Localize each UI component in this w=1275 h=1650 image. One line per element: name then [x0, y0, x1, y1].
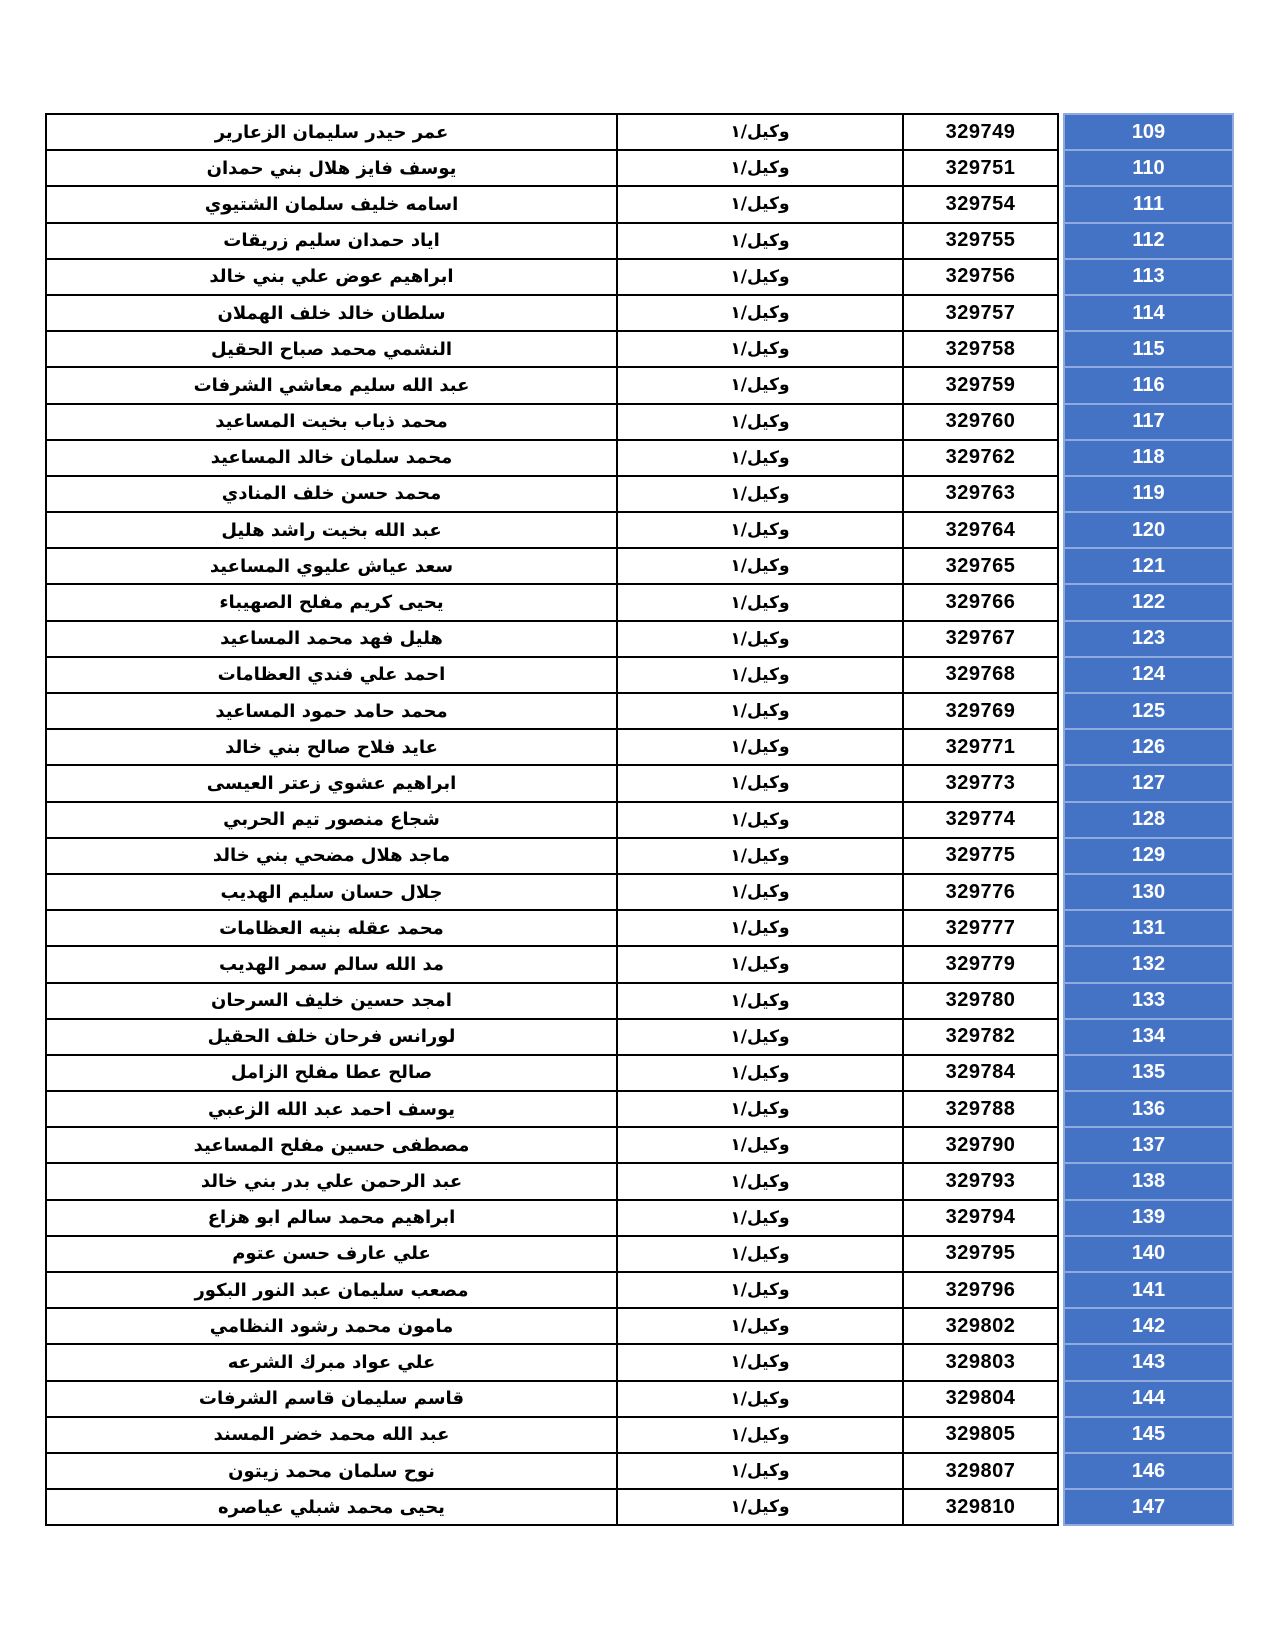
- employee-name-cell: يحيى كريم مفلح الصهيباء: [46, 584, 617, 620]
- employee-number-cell: 329793: [903, 1163, 1058, 1199]
- employee-number-cell: 329771: [903, 729, 1058, 765]
- rank-cell: وكيل/١: [617, 1489, 903, 1525]
- row-index-cell: 137: [1064, 1127, 1233, 1163]
- table-row: [46, 1019, 1233, 1055]
- rank-cell: وكيل/١: [617, 1272, 903, 1308]
- employee-number-cell: 329807: [903, 1453, 1058, 1489]
- row-index-cell: 112: [1064, 223, 1233, 259]
- rank-cell: وكيل/١: [617, 729, 903, 765]
- table-row: [46, 150, 1233, 186]
- rank-cell: وكيل/١: [617, 548, 903, 584]
- employee-name-cell: يحيى محمد شبلي عياصره: [46, 1489, 617, 1525]
- table-row: [46, 621, 1233, 657]
- row-index-cell: 134: [1064, 1019, 1233, 1055]
- table-row: [46, 946, 1233, 982]
- table-row: [46, 584, 1233, 620]
- table-row: [46, 910, 1233, 946]
- employee-number-cell: 329767: [903, 621, 1058, 657]
- row-index-cell: 117: [1064, 404, 1233, 440]
- employee-number-cell: 329802: [903, 1308, 1058, 1344]
- row-index-cell: 111: [1064, 186, 1233, 222]
- employee-name-cell: محمد حامد حمود المساعيد: [46, 693, 617, 729]
- rank-cell: وكيل/١: [617, 1127, 903, 1163]
- rank-cell: وكيل/١: [617, 1091, 903, 1127]
- employee-name-cell: يوسف فايز هلال بني حمدان: [46, 150, 617, 186]
- employee-name-cell: ابراهيم عوض علي بني خالد: [46, 259, 617, 295]
- table-row: [46, 259, 1233, 295]
- employee-number-cell: 329749: [903, 114, 1058, 150]
- table-row: [46, 1091, 1233, 1127]
- rank-cell: وكيل/١: [617, 584, 903, 620]
- table-row: [46, 983, 1233, 1019]
- row-index-cell: 126: [1064, 729, 1233, 765]
- table-row: [46, 440, 1233, 476]
- rank-cell: وكيل/١: [617, 223, 903, 259]
- table-row: [46, 1381, 1233, 1417]
- employee-number-cell: 329765: [903, 548, 1058, 584]
- rank-cell: وكيل/١: [617, 1344, 903, 1380]
- table-row: [46, 223, 1233, 259]
- rank-cell: وكيل/١: [617, 1019, 903, 1055]
- employee-number-cell: 329766: [903, 584, 1058, 620]
- employee-name-cell: عبد الله بخيت راشد هليل: [46, 512, 617, 548]
- employee-name-cell: محمد ذياب بخيت المساعيد: [46, 404, 617, 440]
- employee-number-cell: 329751: [903, 150, 1058, 186]
- row-index-cell: 114: [1064, 295, 1233, 331]
- employee-name-cell: جلال حسان سليم الهديب: [46, 874, 617, 910]
- row-index-cell: 116: [1064, 367, 1233, 403]
- employee-name-cell: محمد عقله بنيه العظامات: [46, 910, 617, 946]
- employee-number-cell: 329790: [903, 1127, 1058, 1163]
- table-row: [46, 1417, 1233, 1453]
- employee-number-cell: 329775: [903, 838, 1058, 874]
- row-index-cell: 125: [1064, 693, 1233, 729]
- row-index-cell: 110: [1064, 150, 1233, 186]
- rank-cell: وكيل/١: [617, 983, 903, 1019]
- employee-name-cell: ماجد هلال مضحي بني خالد: [46, 838, 617, 874]
- employee-number-cell: 329774: [903, 802, 1058, 838]
- employee-name-cell: صالح عطا مفلح الزامل: [46, 1055, 617, 1091]
- employee-name-cell: شجاع منصور تيم الحربي: [46, 802, 617, 838]
- rank-cell: وكيل/١: [617, 331, 903, 367]
- table-row: [46, 1308, 1233, 1344]
- table-row: [46, 729, 1233, 765]
- row-index-cell: 113: [1064, 259, 1233, 295]
- employee-number-cell: 329784: [903, 1055, 1058, 1091]
- row-index-cell: 146: [1064, 1453, 1233, 1489]
- employee-name-cell: اياد حمدان سليم زريقات: [46, 223, 617, 259]
- table-row: [46, 874, 1233, 910]
- table-row: [46, 838, 1233, 874]
- employee-number-cell: 329788: [903, 1091, 1058, 1127]
- row-index-cell: 143: [1064, 1344, 1233, 1380]
- row-index-cell: 123: [1064, 621, 1233, 657]
- rank-cell: وكيل/١: [617, 1308, 903, 1344]
- rank-cell: وكيل/١: [617, 1055, 903, 1091]
- employee-name-cell: علي عواد مبرك الشرعه: [46, 1344, 617, 1380]
- employee-name-cell: مامون محمد رشود النظامي: [46, 1308, 617, 1344]
- employee-name-cell: محمد سلمان خالد المساعيد: [46, 440, 617, 476]
- row-index-cell: 147: [1064, 1489, 1233, 1525]
- staff-roster-table: [45, 113, 1234, 1526]
- employee-number-cell: 329782: [903, 1019, 1058, 1055]
- employee-number-cell: 329795: [903, 1236, 1058, 1272]
- rank-cell: وكيل/١: [617, 1163, 903, 1199]
- employee-name-cell: لورانس فرحان خلف الحقيل: [46, 1019, 617, 1055]
- employee-number-cell: 329763: [903, 476, 1058, 512]
- table-row: [46, 1453, 1233, 1489]
- table-row: [46, 1163, 1233, 1199]
- row-index-cell: 131: [1064, 910, 1233, 946]
- row-index-cell: 130: [1064, 874, 1233, 910]
- employee-number-cell: 329779: [903, 946, 1058, 982]
- employee-name-cell: ابراهيم محمد سالم ابو هزاع: [46, 1200, 617, 1236]
- rank-cell: وكيل/١: [617, 367, 903, 403]
- table-row: [46, 404, 1233, 440]
- rank-cell: وكيل/١: [617, 440, 903, 476]
- table-row: [46, 186, 1233, 222]
- row-index-cell: 129: [1064, 838, 1233, 874]
- employee-name-cell: نوح سلمان محمد زيتون: [46, 1453, 617, 1489]
- table-row: [46, 367, 1233, 403]
- table-row: [46, 1344, 1233, 1380]
- employee-number-cell: 329760: [903, 404, 1058, 440]
- row-index-cell: 115: [1064, 331, 1233, 367]
- employee-number-cell: 329803: [903, 1344, 1058, 1380]
- rank-cell: وكيل/١: [617, 404, 903, 440]
- table-row: [46, 1055, 1233, 1091]
- rank-cell: وكيل/١: [617, 1417, 903, 1453]
- table-row: [46, 1489, 1233, 1525]
- table-row: [46, 548, 1233, 584]
- employee-name-cell: ابراهيم عشوي زعتر العيسى: [46, 765, 617, 801]
- employee-number-cell: 329776: [903, 874, 1058, 910]
- employee-number-cell: 329768: [903, 657, 1058, 693]
- rank-cell: وكيل/١: [617, 295, 903, 331]
- employee-number-cell: 329759: [903, 367, 1058, 403]
- employee-name-cell: احمد علي فندي العظامات: [46, 657, 617, 693]
- rank-cell: وكيل/١: [617, 838, 903, 874]
- employee-name-cell: قاسم سليمان قاسم الشرفات: [46, 1381, 617, 1417]
- employee-number-cell: 329769: [903, 693, 1058, 729]
- employee-name-cell: هليل فهد محمد المساعيد: [46, 621, 617, 657]
- rank-cell: وكيل/١: [617, 150, 903, 186]
- rank-cell: وكيل/١: [617, 512, 903, 548]
- rank-cell: وكيل/١: [617, 1453, 903, 1489]
- rank-cell: وكيل/١: [617, 910, 903, 946]
- table-row: [46, 802, 1233, 838]
- rank-cell: وكيل/١: [617, 259, 903, 295]
- employee-name-cell: امجد حسين خليف السرحان: [46, 983, 617, 1019]
- employee-name-cell: سعد عياش عليوي المساعيد: [46, 548, 617, 584]
- row-index-cell: 138: [1064, 1163, 1233, 1199]
- rank-cell: وكيل/١: [617, 874, 903, 910]
- employee-name-cell: النشمي محمد صباح الحقيل: [46, 331, 617, 367]
- rank-cell: وكيل/١: [617, 693, 903, 729]
- employee-name-cell: عبد الله سليم معاشي الشرفات: [46, 367, 617, 403]
- row-index-cell: 140: [1064, 1236, 1233, 1272]
- row-index-cell: 124: [1064, 657, 1233, 693]
- employee-number-cell: 329805: [903, 1417, 1058, 1453]
- employee-name-cell: عمر حيدر سليمان الزعارير: [46, 114, 617, 150]
- row-index-cell: 145: [1064, 1417, 1233, 1453]
- employee-name-cell: يوسف احمد عبد الله الزعبي: [46, 1091, 617, 1127]
- rank-cell: وكيل/١: [617, 802, 903, 838]
- table-row: [46, 1127, 1233, 1163]
- employee-number-cell: 329755: [903, 223, 1058, 259]
- employee-name-cell: عبد الله محمد خضر المسند: [46, 1417, 617, 1453]
- employee-name-cell: علي عارف حسن عتوم: [46, 1236, 617, 1272]
- row-index-cell: 133: [1064, 983, 1233, 1019]
- table-row: [46, 476, 1233, 512]
- employee-number-cell: 329756: [903, 259, 1058, 295]
- table-row: [46, 693, 1233, 729]
- row-index-cell: 142: [1064, 1308, 1233, 1344]
- employee-number-cell: 329810: [903, 1489, 1058, 1525]
- employee-number-cell: 329780: [903, 983, 1058, 1019]
- employee-name-cell: محمد حسن خلف المنادي: [46, 476, 617, 512]
- table-row: [46, 114, 1233, 150]
- rank-cell: وكيل/١: [617, 1200, 903, 1236]
- table-row: [46, 295, 1233, 331]
- table-row: [46, 1200, 1233, 1236]
- table-row: [46, 765, 1233, 801]
- employee-number-cell: 329773: [903, 765, 1058, 801]
- employee-name-cell: عبد الرحمن علي بدر بني خالد: [46, 1163, 617, 1199]
- table-row: [46, 512, 1233, 548]
- employee-number-cell: 329777: [903, 910, 1058, 946]
- rank-cell: وكيل/١: [617, 946, 903, 982]
- row-index-cell: 127: [1064, 765, 1233, 801]
- row-index-cell: 136: [1064, 1091, 1233, 1127]
- row-index-cell: 128: [1064, 802, 1233, 838]
- employee-number-cell: 329757: [903, 295, 1058, 331]
- rank-cell: وكيل/١: [617, 1381, 903, 1417]
- rank-cell: وكيل/١: [617, 657, 903, 693]
- row-index-cell: 120: [1064, 512, 1233, 548]
- row-index-cell: 119: [1064, 476, 1233, 512]
- row-index-cell: 109: [1064, 114, 1233, 150]
- row-index-cell: 144: [1064, 1381, 1233, 1417]
- row-index-cell: 121: [1064, 548, 1233, 584]
- row-index-cell: 118: [1064, 440, 1233, 476]
- employee-number-cell: 329794: [903, 1200, 1058, 1236]
- rank-cell: وكيل/١: [617, 114, 903, 150]
- employee-number-cell: 329754: [903, 186, 1058, 222]
- table-row: [46, 657, 1233, 693]
- employee-number-cell: 329762: [903, 440, 1058, 476]
- employee-number-cell: 329764: [903, 512, 1058, 548]
- rank-cell: وكيل/١: [617, 1236, 903, 1272]
- rank-cell: وكيل/١: [617, 476, 903, 512]
- employee-name-cell: عايد فلاح صالح بني خالد: [46, 729, 617, 765]
- table-row: [46, 1236, 1233, 1272]
- row-index-cell: 139: [1064, 1200, 1233, 1236]
- table-row: [46, 331, 1233, 367]
- table-row: [46, 1272, 1233, 1308]
- row-index-cell: 141: [1064, 1272, 1233, 1308]
- rank-cell: وكيل/١: [617, 186, 903, 222]
- employee-name-cell: مد الله سالم سمر الهديب: [46, 946, 617, 982]
- row-index-cell: 122: [1064, 584, 1233, 620]
- employee-name-cell: مصعب سليمان عبد النور البكور: [46, 1272, 617, 1308]
- employee-name-cell: مصطفى حسين مفلح المساعيد: [46, 1127, 617, 1163]
- rank-cell: وكيل/١: [617, 621, 903, 657]
- employee-number-cell: 329804: [903, 1381, 1058, 1417]
- row-index-cell: 132: [1064, 946, 1233, 982]
- row-index-cell: 135: [1064, 1055, 1233, 1091]
- rank-cell: وكيل/١: [617, 765, 903, 801]
- employee-number-cell: 329758: [903, 331, 1058, 367]
- employee-number-cell: 329796: [903, 1272, 1058, 1308]
- employee-name-cell: سلطان خالد خلف الهملان: [46, 295, 617, 331]
- employee-name-cell: اسامه خليف سلمان الشتيوي: [46, 186, 617, 222]
